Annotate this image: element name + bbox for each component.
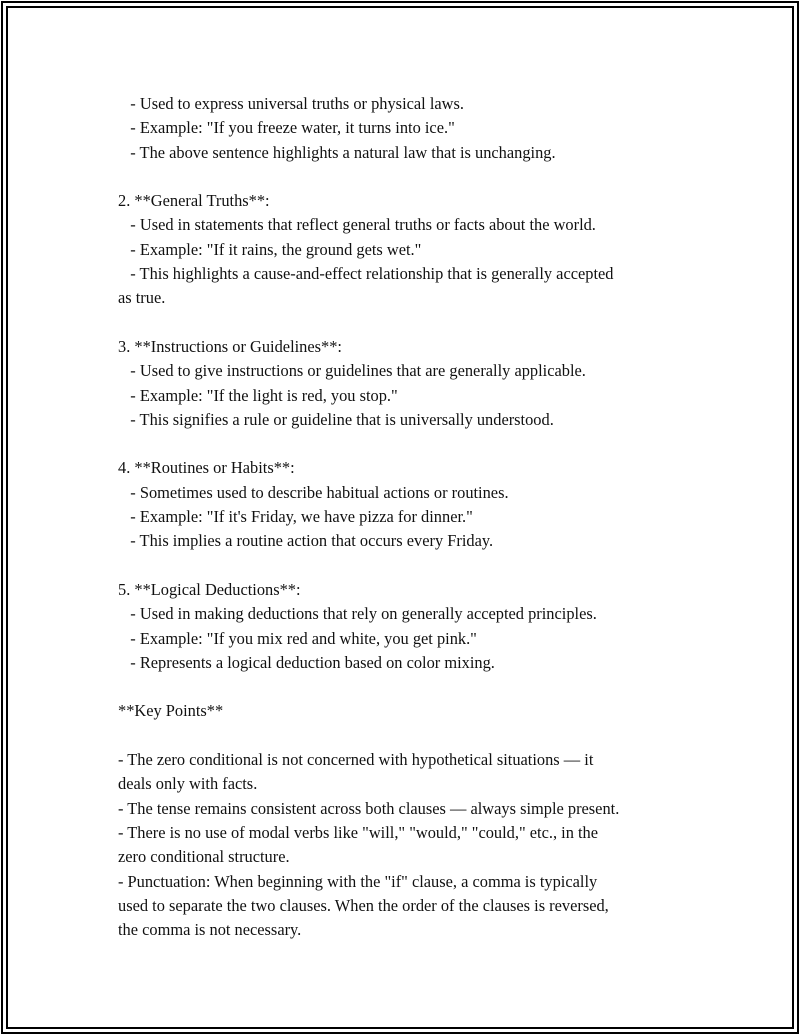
text-line: 3. **Instructions or Guidelines**: [118, 336, 342, 356]
text-line [118, 675, 698, 699]
text-line: - There is no use of modal verbs like "will," "would," "could," etc., in the [118, 822, 599, 842]
text-line: **Key Points** [118, 701, 224, 721]
text-line: - The above sentence highlights a natural law that is unchanging. [118, 142, 556, 162]
document-body [118, 92, 698, 942]
text-line: 4. **Routines or Habits**: [118, 458, 295, 478]
text-line: - Example: "If it's Friday, we have pizza for dinner." [118, 507, 473, 527]
text-line: as true. [118, 288, 166, 308]
text-line: - This implies a routine action that occurs every Friday. [118, 531, 494, 551]
text-line: - Example: "If it rains, the ground gets wet." [118, 239, 422, 259]
text-line: - Used in making deductions that rely on generally accepted principles. [118, 604, 597, 624]
text-line: - Sometimes used to describe habitual actions or routines. [118, 482, 509, 502]
text-line [118, 165, 698, 189]
text-line: - Used to express universal truths or physical laws. [118, 94, 464, 113]
text-line: 2. **General Truths**: [118, 191, 270, 211]
text-line: - Example: "If you mix red and white, you get pink." [118, 628, 477, 648]
text-line: - Example: "If the light is red, you stop." [118, 385, 398, 405]
text-line: 5. **Logical Deductions**: [118, 579, 301, 599]
text-line: - Used in statements that reflect general truths or facts about the world. [118, 215, 596, 235]
text-line: used to separate the two clauses. When the order of the clauses is reversed, [118, 895, 609, 915]
text-line: the comma is not necessary. [118, 920, 302, 940]
text-line: - Punctuation: When beginning with the "if" clause, a comma is typically [118, 871, 598, 891]
text-line: - This highlights a cause-and-effect relationship that is generally accepted [118, 264, 614, 284]
text-line: - The zero conditional is not concerned with hypothetical situations — it [118, 750, 594, 770]
text-line: - The tense remains consistent across both clauses — always simple present. [118, 798, 620, 818]
text-line [118, 311, 698, 335]
text-line: - Example: "If you freeze water, it turns into ice." [118, 118, 455, 138]
text-line: zero conditional structure. [118, 847, 290, 867]
text-line: - Represents a logical deduction based on color mixing. [118, 652, 495, 672]
text-line [118, 554, 698, 578]
text-line [118, 432, 698, 456]
text-line: - This signifies a rule or guideline that is universally understood. [118, 409, 554, 429]
text-line: - Used to give instructions or guidelines that are generally applicable. [118, 361, 586, 381]
text-line [118, 724, 698, 748]
text-line: deals only with facts. [118, 774, 258, 794]
